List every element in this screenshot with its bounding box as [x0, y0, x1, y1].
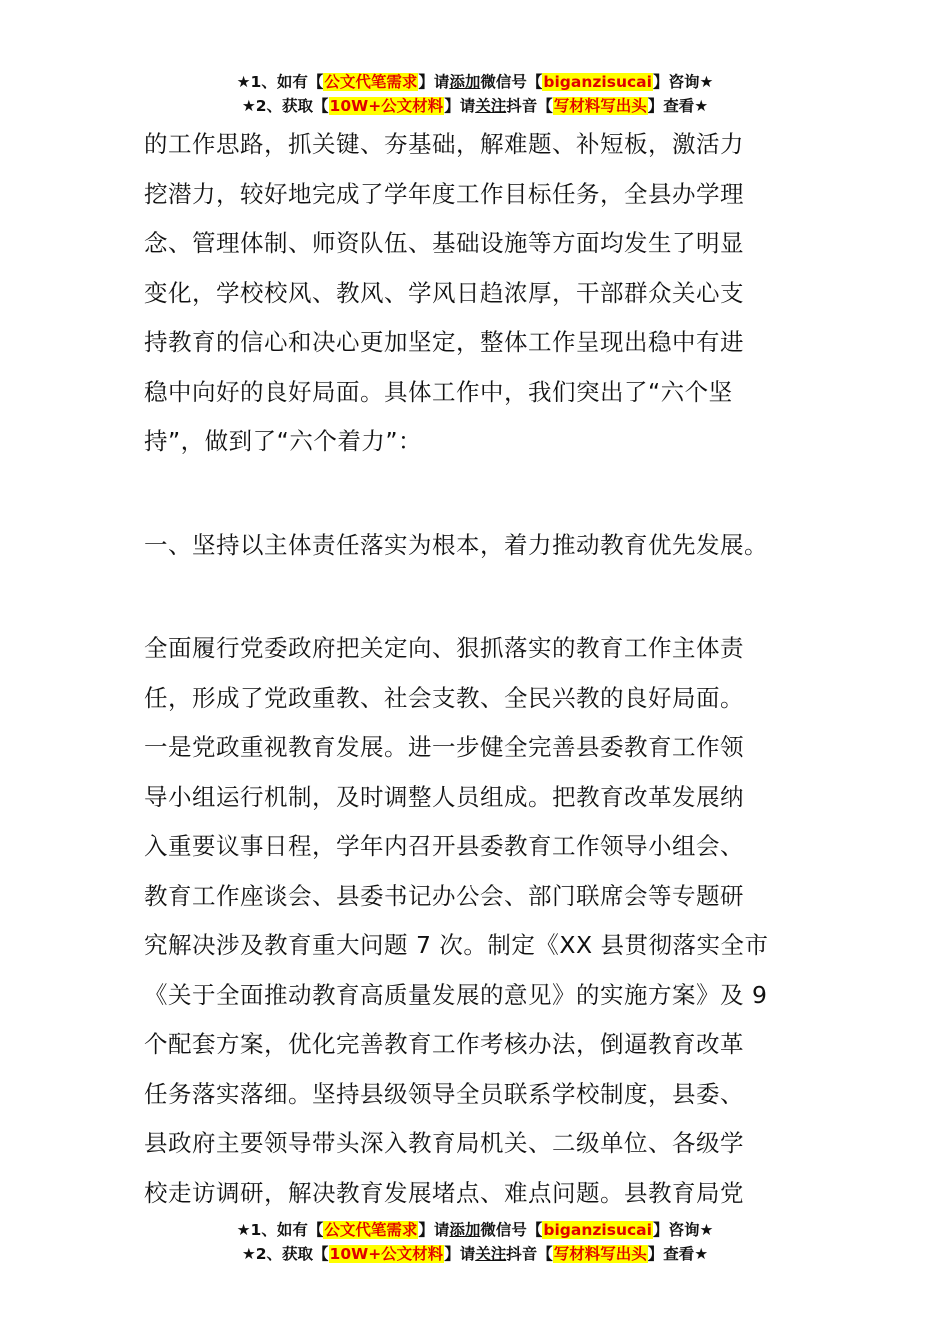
highlight-materials: 10W+公文材料 [329, 1245, 444, 1263]
header-banner [0, 70, 950, 118]
text-line: 县政府主要领导带头深入教育局机关、二级单位、各级学 [144, 1129, 744, 1157]
text-line: 导小组运行机制，及时调整人员组成。把教育改革发展纳 [144, 782, 744, 811]
text-line: 稳中向好的良好局面。具体工作中，我们突出了“六个坚 [144, 377, 733, 406]
text-line: 持教育的信心和决心更加坚定，整体工作呈现出稳中有进 [144, 328, 744, 356]
banner-line-1 [0, 70, 950, 94]
banner-text: ★2、获取【 [241, 97, 329, 115]
banner-text-underlined: 添加 [449, 1221, 481, 1239]
text-line: 教育工作座谈会、县委书记办公会、部门联席会等专题研 [144, 881, 744, 910]
banner-text: ★1、如有【 [236, 1221, 324, 1239]
banner-text: 】请 [418, 73, 450, 91]
section-heading: 一、坚持以主体责任落实为根本，着力推动教育优先发展。 [144, 530, 768, 559]
highlight-douyin-id: 写材料写出头 [553, 1245, 647, 1263]
highlight-wechat-id: biganzisucai [543, 1221, 652, 1239]
text-line: 的工作思路，抓关键、夯基础，解难题、补短板，激活力 [144, 130, 744, 158]
banner-text: 】咨询★ [652, 73, 714, 91]
text-line: 任务落实落细。坚持县级领导全员联系学校制度，县委、 [144, 1079, 744, 1108]
text-line: 一是党政重视教育发展。进一步健全完善县委教育工作领 [144, 733, 744, 761]
text-line: 《关于全面推动教育高质量发展的意见》的实施方案》及 9 [144, 980, 768, 1009]
text-line: 个配套方案，优化完善教育工作考核办法，倒逼教育改革 [144, 1030, 744, 1058]
banner-text: 】查看★ [647, 97, 709, 115]
banner-text: 微信号【 [480, 73, 543, 91]
banner-text: 抖音【 [506, 1245, 553, 1263]
banner-text: 】查看★ [647, 1245, 709, 1263]
banner-text: 】请 [444, 1245, 476, 1263]
banner-text-underlined: 添加 [449, 73, 481, 91]
banner-line-2 [0, 94, 950, 118]
text-line: 究解决涉及教育重大问题 7 次。制定《XX 县贯彻落实全市 [144, 931, 769, 959]
text-line: 变化，学校校风、教风、学风日趋浓厚，干部群众关心支 [144, 278, 744, 307]
text-line: 入重要议事日程，学年内召开县委教育工作领导小组会、 [144, 832, 744, 860]
highlight-wechat-id: biganzisucai [543, 73, 652, 91]
text-line: 挖潜力，较好地完成了学年度工作目标任务，全县办学理 [144, 179, 744, 208]
text-line: 全面履行党委政府把关定向、狠抓落实的教育工作主体责 [144, 634, 744, 662]
text-line: 任，形成了党政重教、社会支教、全民兴教的良好局面。 [144, 683, 744, 712]
banner-text: 】咨询★ [652, 1221, 714, 1239]
banner-text-underlined: 关注 [475, 97, 507, 115]
highlight-service: 公文代笔需求 [324, 1221, 418, 1239]
highlight-service: 公文代笔需求 [324, 73, 418, 91]
banner-text: 抖音【 [506, 97, 553, 115]
banner-line-2 [0, 1242, 950, 1266]
banner-text: 】请 [418, 1221, 450, 1239]
banner-text: 】请 [444, 97, 476, 115]
text-line: 校走访调研，解决教育发展堵点、难点问题。县教育局党 [144, 1178, 744, 1207]
banner-text: ★1、如有【 [236, 73, 324, 91]
highlight-douyin-id: 写材料写出头 [553, 97, 647, 115]
banner-line-1 [0, 1218, 950, 1242]
text-line: 念、管理体制、师资队伍、基础设施等方面均发生了明显 [144, 229, 744, 257]
paragraph-section-1 [144, 624, 810, 1218]
footer-banner [0, 1218, 950, 1266]
text-line: 持”，做到了“六个着力”： [144, 427, 423, 455]
banner-text: 微信号【 [480, 1221, 543, 1239]
paragraph-intro [144, 120, 810, 467]
banner-text: ★2、获取【 [241, 1245, 329, 1263]
banner-text-underlined: 关注 [475, 1245, 507, 1263]
highlight-materials: 10W+公文材料 [329, 97, 444, 115]
document-body [144, 120, 810, 1218]
